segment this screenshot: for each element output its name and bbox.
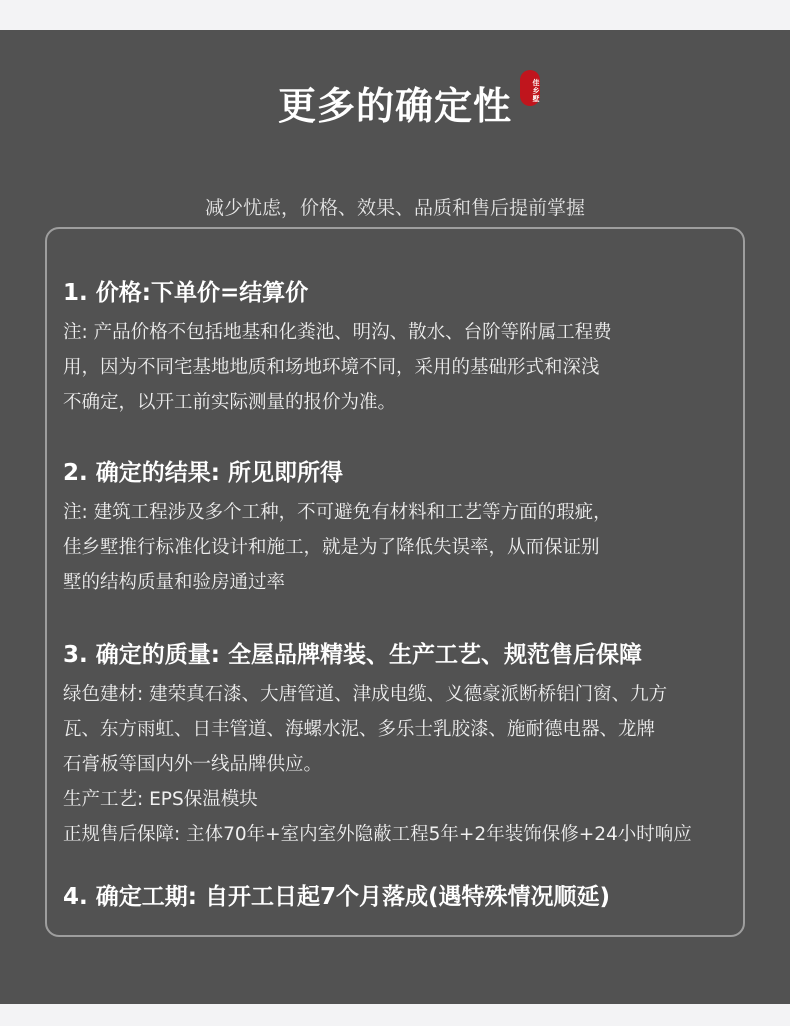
section-price [63,277,733,420]
section-line: 不确定，以开工前实际测量的报价为准。 [63,392,397,413]
info-card [45,227,745,937]
section-line: 注: 产品价格不包括地基和化粪池、明沟、散水、台阶等附属工程费 [63,322,612,343]
section-line: 生产工艺: EPS保温模块 [63,789,258,810]
section-title: 4. 确定工期: 自开工日起7个月落成(遇特殊情况顺延) [63,884,610,910]
content-panel [0,30,790,1004]
title-area [0,79,790,130]
section-line: 瓦、东方雨虹、日丰管道、海螺水泥、多乐士乳胶漆、施耐德电器、龙牌 [63,719,656,740]
section-title: 2. 确定的结果: 所见即所得 [63,460,343,486]
section-line: 注: 建筑工程涉及多个工种，不可避免有材料和工艺等方面的瑕疵， [63,502,612,523]
section-line: 石膏板等国内外一线品牌供应。 [63,754,323,775]
section-line: 绿色建材: 建荣真石漆、大唐管道、津成电缆、义德豪派断桥铝门窗、九方 [63,684,668,705]
section-line: 佳乡墅推行标准化设计和施工，就是为了降低失误率，从而保证别 [63,537,600,558]
page-title-text: 更多的确定性 [277,84,512,128]
section-title: 1. 价格:下单价=结算价 [63,280,309,306]
section-line: 用，因为不同宅基地地质和场地环境不同，采用的基础形式和深浅 [63,357,600,378]
section-result [63,457,733,600]
page-title [277,79,540,130]
section-schedule [63,881,733,919]
section-line: 墅的结构质量和验房通过率 [63,572,286,593]
section-title: 3. 确定的质量: 全屋品牌精装、生产工艺、规范售后保障 [63,642,642,668]
section-line: 正规售后保障: 主体70年+室内室外隐蔽工程5年+2年装饰保修+24小时响应 [63,824,692,845]
page-subtitle: 减少忧虑，价格、效果、品质和售后提前掌握 [204,197,585,219]
seal-stamp-icon: 佳乡墅 [520,70,540,106]
section-quality [63,639,733,852]
